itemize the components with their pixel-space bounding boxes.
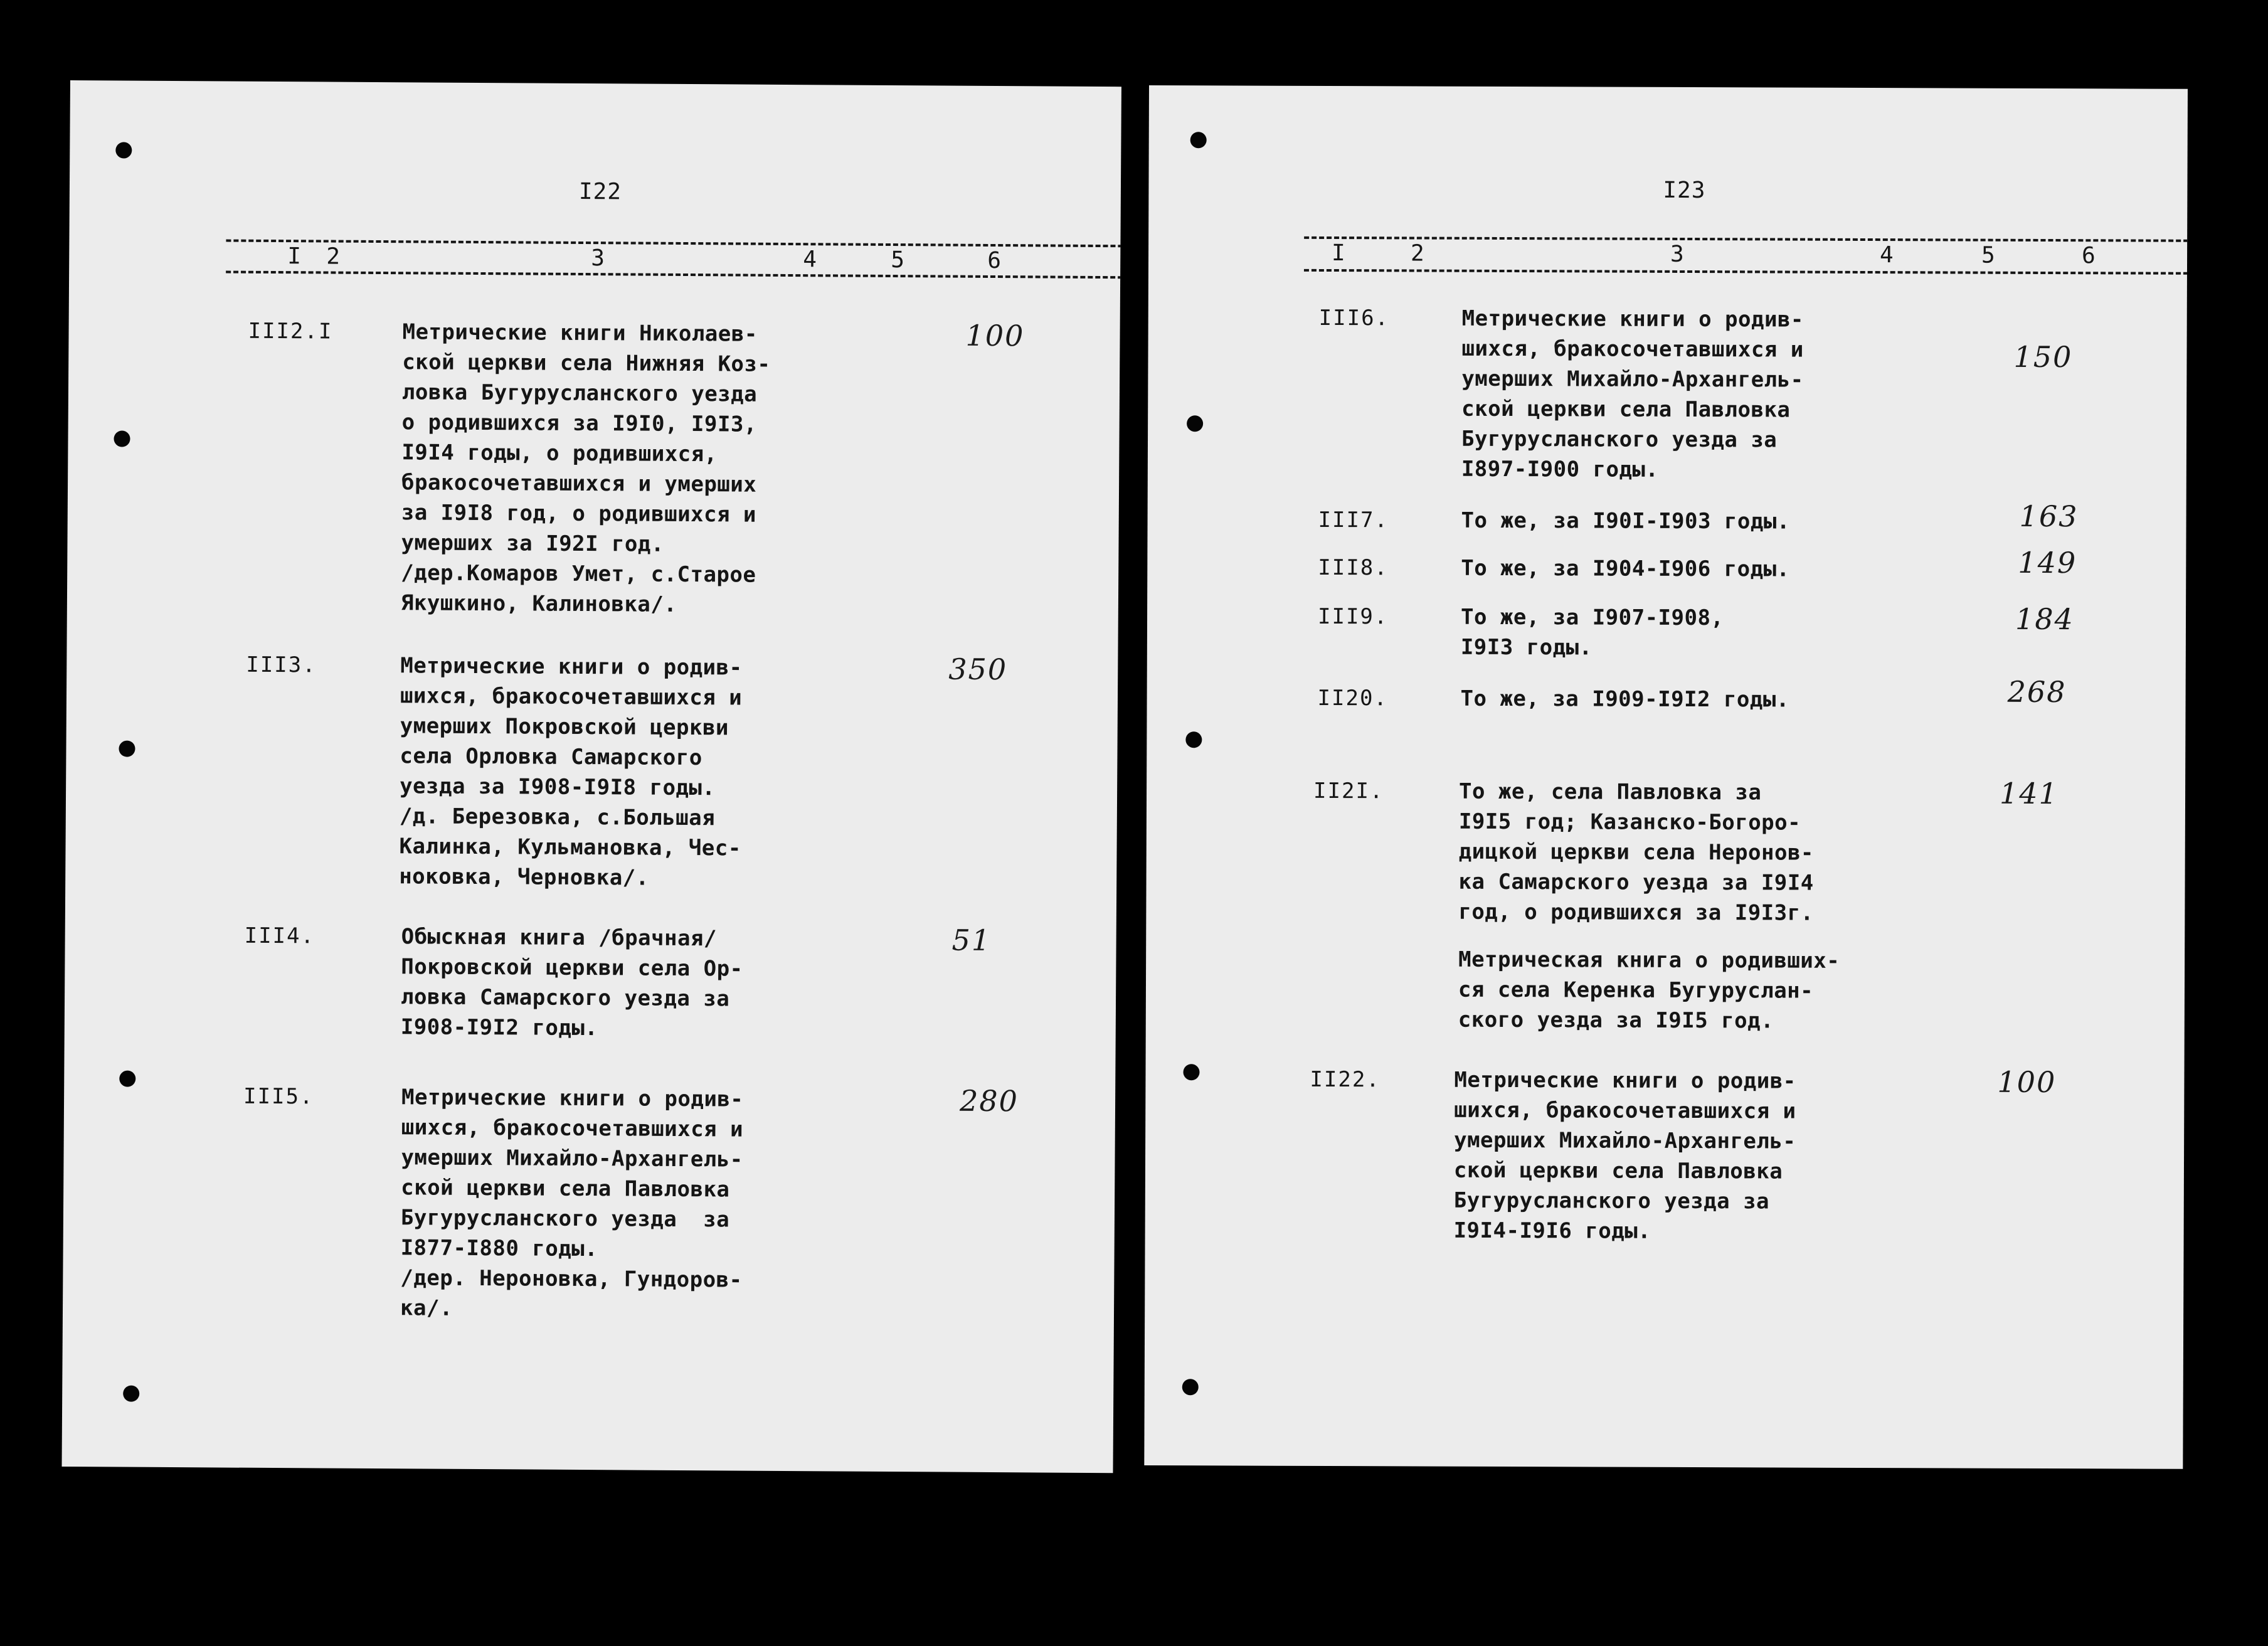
right-page [1144,85,2188,1469]
entry-number: III8. [1318,555,1389,581]
entry-description: То же, за I907-I908, I9I3 годы. [1460,604,1724,661]
entry-count: 100 [1997,1065,2057,1100]
punch-hole [115,142,132,158]
punch-hole [119,1071,135,1087]
entry-number: III6. [1318,305,1390,331]
entry-count: 268 [2007,674,2067,709]
entry-number: II2I. [1313,778,1384,804]
column-header-1: I [1331,240,1345,267]
entry-description: Обыскная книга /брачная/ Покровской церкви села Ор- ловка Самарского уезда за I908-I9I2 годы. [400,924,743,1041]
entry-count: 150 [2013,339,2073,374]
column-header-2: 2 [326,243,341,270]
entry-count: 184 [2015,602,2074,637]
entry-number: III7. [1318,507,1389,533]
entry-count: 350 [948,652,1008,687]
entry-number: II22. [1310,1066,1380,1093]
punch-hole [123,1386,139,1402]
page-number: I23 [1663,177,1706,204]
entry-count: 51 [951,923,992,957]
entry-description: То же, села Павловка за I9I5 год; Казанско-Богоро- дицкой церкви села Неронов- ка Самарского уезда за I9I4 год, о родившихся за I9I3г. [1458,778,1814,926]
punch-hole [1185,731,1202,748]
column-header-4: 4 [1879,242,1894,268]
punch-hole [114,430,130,447]
column-header-6: 6 [987,247,1002,274]
entry-description: То же, за I909-I9I2 годы. [1460,686,1789,713]
entry-count: 149 [2018,545,2077,580]
column-header-3: 3 [1670,241,1684,267]
column-header-5: 5 [891,247,905,273]
entry-description: Метрические книги о родив- шихся, бракосочетавшихся и умерших Покровской церкви села Орловка Самарского уезда за I908-I9I8 годы. /д. Березовка, с.Большая Калинка, Кульмановка, Чес- ноковка, Черновка/. [399,653,743,891]
entry-description: Метрические книги о родив- шихся, бракосочетавшихся и умерших Михайло-Архангель- ской церкви села Павловка Бугурусланского уезда за I897-I900 годы. [1461,305,1804,482]
entry-count: 280 [959,1083,1019,1118]
entry-number: III2.I [248,318,333,344]
column-header-6: 6 [2081,243,2096,269]
entry-description-extra: Метрическая книга о родивших- ся села Керенка Бугурyслан- ского уезда за I9I5 год. [1458,947,1840,1034]
entry-description: То же, за I904-I906 годы. [1461,555,1790,582]
entry-count: 100 [965,318,1025,353]
entry-number: II20. [1317,685,1389,711]
entry-number: III3. [246,652,317,678]
column-header-1: I [287,243,302,270]
entry-number: III5. [243,1083,314,1110]
page-number: I22 [578,178,622,205]
entry-description: Метрические книги о родив- шихся, бракосочетавшихся и умерших Михайло-Архангель- ской церкви села Павловка Бугурусланского уезда за I877-I880 годы. /дер. Нероновка, Гундоров- ка/. [400,1085,744,1321]
column-header-5: 5 [1981,242,1995,268]
entry-number: III4. [244,923,315,949]
left-page [61,80,1121,1473]
entry-description: Метрические книги о родив- шихся, бракосочетавшихся и умерших Михайло-Архангель- ской церкви села Павловка Бугурусланского уезда за I9I4-I9I6 годы. [1453,1067,1796,1244]
entry-description: Метрические книги Николаев- ской церкви села Нижняя Коз- ловка Бугурусланского уезда о родившихся за I9I0, I9I3, I9I4 годы, о родившихся, бракосочетавшихся и умерших за I9I8 год, о родившихся и умерших за I92I год. /дер.Комаров Умет, с.Старое Якушкино, Калиновка/. [400,319,771,617]
punch-hole [1182,1379,1199,1395]
column-header-row [1304,238,2188,272]
column-header-3: 3 [591,245,605,272]
entry-count: 141 [1999,776,2059,811]
entry-description: То же, за I90I-I903 годы. [1461,507,1790,534]
column-header-2: 2 [1410,240,1424,267]
punch-hole [1187,415,1203,432]
punch-hole [1183,1064,1199,1080]
punch-hole [1190,132,1207,148]
column-header-4: 4 [803,247,817,273]
entry-number: III9. [1317,603,1389,630]
entry-count: 163 [2019,499,2079,534]
punch-hole [119,740,135,757]
